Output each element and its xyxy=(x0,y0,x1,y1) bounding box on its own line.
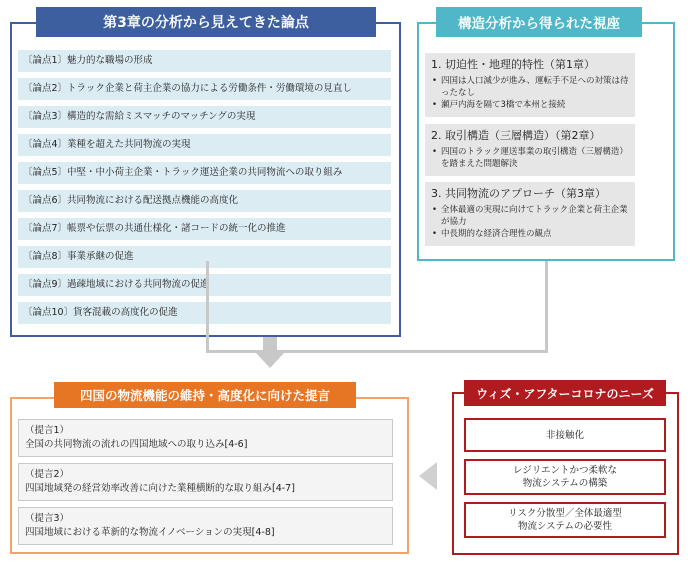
analysis-point: 〔論点9〕過疎地域における共同物流の促進 xyxy=(18,274,391,296)
analysis-point: 〔論点4〕業種を超えた共同物流の実現 xyxy=(18,134,391,156)
analysis-point: 〔論点8〕事業承継の促進 xyxy=(18,246,391,268)
down-arrow-icon xyxy=(256,353,284,368)
down-arrow-stem xyxy=(263,337,277,353)
structure-title: 構造分析から得られた視座 xyxy=(436,7,642,37)
analysis-point: 〔論点5〕中堅・中小荷主企業・トラック運送企業の共同物流への取り組み xyxy=(18,162,391,184)
need-line: リスク分散型／全体最適型 xyxy=(508,508,622,519)
proposal-label: （提言3） xyxy=(25,513,70,524)
proposal-text: 全国の共同物流の流れの四国地域への取り込み[4-6] xyxy=(25,439,248,450)
need-line: レジリエントかつ柔軟な xyxy=(512,465,618,476)
analysis-point: 〔論点3〕構造的な需給ミスマッチのマッチングの実現 xyxy=(18,106,391,128)
perspective-heading: 3. 共同物流のアプローチ（第3章） xyxy=(431,187,606,200)
needs-title: ウィズ・アフターコロナのニーズ xyxy=(464,380,666,406)
proposal-text: 四国地域における革新的な物流イノベーションの実現[4-8] xyxy=(25,527,275,538)
flow-connector xyxy=(206,261,548,353)
analysis-point: 〔論点10〕貨客混載の高度化の促進 xyxy=(18,302,391,324)
need-line: 物流システムの構築 xyxy=(522,478,608,489)
perspective-card xyxy=(425,182,635,246)
perspective-card xyxy=(425,53,635,117)
proposals-title: 四国の物流機能の維持・高度化に向けた提言 xyxy=(54,382,356,408)
perspective-bullet: • 四国は人口減少が進み、運転手不足への対策は待ったなし xyxy=(441,75,629,99)
need-item xyxy=(464,459,666,495)
perspective-heading: 2. 取引構造（三層構造）（第2章） xyxy=(431,129,601,142)
need-line: 非接触化 xyxy=(545,429,584,441)
proposal-label: （提言1） xyxy=(25,425,70,436)
left-arrow-icon xyxy=(419,462,437,490)
need-item xyxy=(464,502,666,538)
proposal-label: （提言2） xyxy=(25,469,70,480)
proposal-text: 四国地域発の経営効率改善に向けた業種横断的な取り組み[4-7] xyxy=(25,483,295,494)
perspective-bullet: • 四国のトラック運送事業の取引構造（三層構造）を踏まえた問題解決 xyxy=(441,146,629,170)
proposal-item xyxy=(18,463,393,501)
analysis-title: 第3章の分析から見えてきた論点 xyxy=(36,7,376,37)
analysis-point: 〔論点2〕トラック企業と荷主企業の協力による労働条件・労働環境の見直し xyxy=(18,78,391,100)
perspective-card xyxy=(425,124,635,176)
analysis-point: 〔論点1〕魅力的な職場の形成 xyxy=(18,50,391,72)
perspective-bullet: • 中長期的な経済合理性の観点 xyxy=(441,228,629,240)
analysis-point: 〔論点7〕帳票や伝票の共通仕様化・諸コードの統一化の推進 xyxy=(18,218,391,240)
perspective-heading: 1. 切迫性・地理的特性（第1章） xyxy=(431,58,595,71)
need-line: 物流システムの必要性 xyxy=(517,521,613,532)
proposal-item xyxy=(18,507,393,545)
analysis-point: 〔論点6〕共同物流における配送拠点機能の高度化 xyxy=(18,190,391,212)
proposal-item xyxy=(18,419,393,457)
need-item xyxy=(464,418,666,452)
perspective-bullet: • 瀬戸内海を隔て3橋で本州と接続 xyxy=(441,99,629,111)
perspective-bullet: • 全体最適の実現に向けてトラック企業と荷主企業が協力 xyxy=(441,204,629,228)
